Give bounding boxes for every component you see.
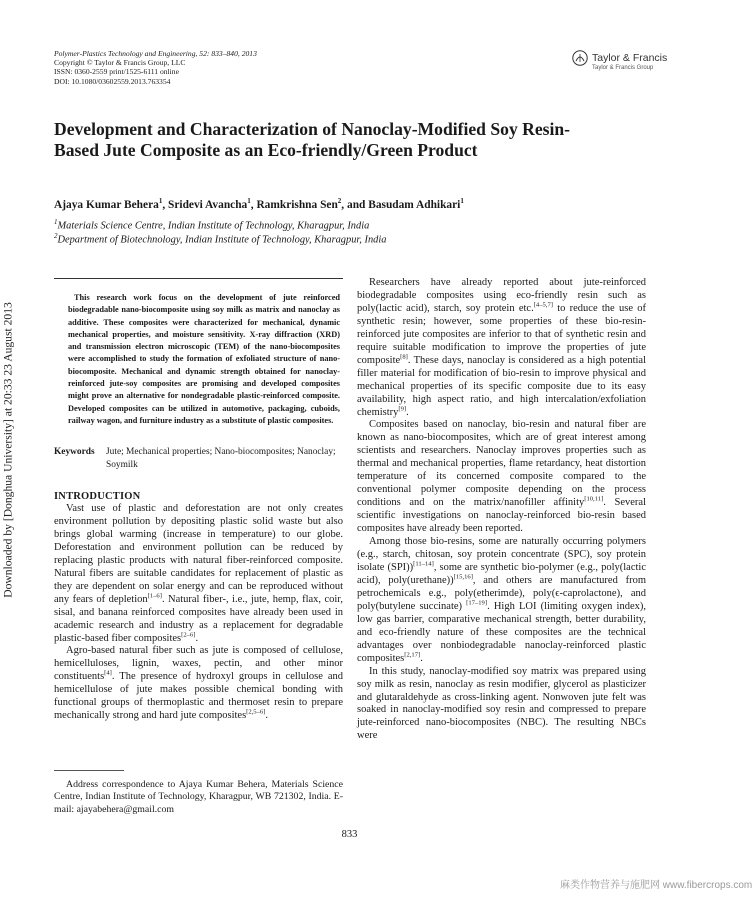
left-column-body <box>54 503 343 723</box>
citation-ref: [2,5–6] <box>246 708 266 716</box>
affiliation-2-text: Department of Biotechnology, Indian Institute of Technology, Kharagpur, India <box>57 234 387 246</box>
author-affiliation-sup: 1 <box>158 197 163 205</box>
body-text: . Several scientific investigations on nanoclay-reinforced bio-resin based composites have already been reported. <box>357 497 646 535</box>
body-text: . <box>195 632 199 644</box>
body-text: Researchers have already reported about jute-reinforced biodegradable composites using eco-friendly resin such as poly(lactic acid), starch, soy protein etc. <box>357 277 646 314</box>
body-text: In this study, nanoclay-modified soy matrix was prepared using soy milk as resin, nanoclay as resin modifier, glycerol as plasticizer and glutaraldehyde as cross-linking agent. Nonwoven jute felt was soaked in nanoclay-modified soy resin and compressed to prepare jute-reinforced nano-biocomposites (NBC). The resulting NBCs were <box>357 665 646 742</box>
citation-ref: [8] <box>400 353 408 361</box>
footnote-rule <box>54 770 124 771</box>
journal-line-2: Copyright © Taylor & Francis Group, LLC <box>54 58 186 68</box>
affiliation-1 <box>54 218 369 231</box>
site-watermark: 麻类作物营养与施肥网 www.fibercrops.com <box>560 880 752 891</box>
article-title: Development and Characterization of Nanoclay-Modified Soy Resin-Based Jute Composite as an Eco-friendly/Green Product <box>54 119 571 160</box>
citation-ref: [15,16] <box>453 573 473 581</box>
citation-ref: [4] <box>104 669 112 677</box>
body-text: . These days, nanoclay is considered as a high potential filler material for modification of bio-resin to improve physical and mechanical properties of its specific composite due to its easy availability, high aspect ratio, and high intercalation/exfoliation chemistry <box>357 354 646 418</box>
abstract-top-rule <box>54 278 343 279</box>
left-column-paragraph <box>54 645 343 723</box>
publisher-tagline: Taylor & Francis Group <box>592 65 654 71</box>
right-column-paragraph <box>357 419 646 536</box>
body-text: . <box>265 710 269 722</box>
download-note: Downloaded by [Donghua University] at 20:33 23 August 2013 <box>1 302 15 598</box>
author-name: Ramkrishna Sen <box>256 198 338 211</box>
affiliation-2 <box>54 232 386 245</box>
body-text: Among those bio-resins, some are naturally occurring polymers (e.g., starch, chitosan, soy protein concentrate (SPC), soy protein isolate (SPI)) <box>357 536 646 573</box>
citation-ref: [11–14] <box>413 560 434 568</box>
journal-citation <box>54 49 257 86</box>
body-text: , some are synthetic bio-polymer (e.g., poly(lactic acid), poly(urethane)) <box>357 561 646 586</box>
author-affiliation-sup: 1 <box>460 197 464 205</box>
body-text: Agro-based natural fiber such as jute is composed of cellulose, hemicelluloses, lignin, waxes, pectin, and other minor constituents <box>54 645 343 683</box>
keywords-text: Jute; Mechanical properties; Nano-biocomposites; Nanoclay; Soymilk <box>106 447 336 470</box>
author-separator: , and <box>341 198 369 211</box>
left-column-paragraph <box>54 503 343 645</box>
body-text: , and others are manufactured from petrochemicals e.g., poly(etherimde), poly(ϵ-caprolactone), and poly(butylene succinate) <box>357 574 646 612</box>
page-number: 833 <box>341 829 358 840</box>
affiliation-1-sup: 1 <box>54 218 58 226</box>
body-text: . <box>420 652 423 664</box>
body-text: Composites based on nanoclay, bio-resin and natural fiber are known as nano-biocomposites, which are of great interest among scientists and researchers. Nanoclay improves properties such as thermal and mechanical properties, flame retardancy, heat distortion temperature of its concerned composite compared to the conventional polymer composite depending on the process conditions and on the matrix/nanofiller affinity <box>357 419 646 509</box>
correspondence-footnote: Address correspondence to Ajaya Kumar Behera, Materials Science Centre, Indian Institute of Technology, Kharagpur, WB 721302, India. E-mail: ajayabehera@gmail.com <box>54 779 343 815</box>
keywords-label: Keywords <box>54 447 95 457</box>
author-separator: , <box>250 198 257 211</box>
publisher-logo <box>572 50 692 71</box>
citation-ref: [9] <box>398 405 407 413</box>
citation-ref: [17–19] <box>466 599 488 607</box>
citation-ref: [4–5,7] <box>533 301 553 309</box>
author-affiliation-sup: 1 <box>247 197 251 205</box>
affiliation-2-sup: 2 <box>54 232 58 240</box>
citation-ref: [2–6] <box>181 631 196 639</box>
journal-line-3: ISSN: 0360-2559 print/1525-6111 online <box>54 67 179 77</box>
download-sidebar <box>0 290 16 610</box>
author-list <box>54 197 464 211</box>
citation-ref: [2,17] <box>404 651 421 659</box>
citation-ref: [1–6] <box>147 592 162 600</box>
author-name: Sridevi Avancha <box>168 198 248 211</box>
body-text: . <box>406 406 409 418</box>
body-text: . The presence of hydroxyl groups in cellulose and hemicellulose of jute makes possible chemical bonding with functional groups of thermoplastic and thermoset resin to prepare mechanically strong and hard jute composites <box>54 671 343 722</box>
journal-line-1: Polymer-Plastics Technology and Engineering, 52: 833–840, 2013 <box>54 49 257 58</box>
author-separator: , <box>162 198 169 211</box>
author-affiliation-sup: 2 <box>337 197 342 205</box>
citation-ref: [10,11] <box>584 495 604 503</box>
body-text: . High LOI (limiting oxygen index), low gas barrier, comparative mechanical strength, better durability, and eco-friendly nature of these composites are the technical advantages over nonbiodegradable nanoclay-reinforced plastic composites <box>357 600 646 664</box>
keywords <box>54 446 340 471</box>
journal-line-4: DOI: 10.1080/03602559.2013.763354 <box>54 76 171 86</box>
right-column-paragraph <box>357 536 646 666</box>
body-text: Vast use of plastic and deforestation are not only creates environment pollution by depositing plastic solid waste but also brings global warming (increase in temperature) to our globe. Deforestation and environment pollution can be reduced by replacing plastic products with natural fiber-reinforced composite. Natural fibers are suitable candidates for replacement of plastic as they are dependent on solar energy and can be reproduced without any fears of depletion <box>54 503 343 605</box>
right-column-paragraph <box>357 277 646 419</box>
body-text: to reduce the use of synthetic resin; however, some properties of these bio-resin-reinforced jute composites are inferior to that of synthetic resin and require suitable modification to improve the properties of jute composite <box>357 302 646 366</box>
body-text: . Natural fiber-, i.e., jute, hemp, flax, coir, sisal, and banana reinforced composites have already been used in academic research and industry as a replacement for degradable plastic-based fiber composites <box>54 593 343 644</box>
right-column-paragraph <box>357 666 646 744</box>
taylor-francis-logo-icon <box>572 50 588 66</box>
author-name: Ajaya Kumar Behera <box>54 198 159 211</box>
right-column-body <box>357 277 646 743</box>
affiliation-1-text: Materials Science Centre, Indian Institute of Technology, Kharagpur, India <box>57 220 370 232</box>
author-name: Basudam Adhikari <box>368 198 461 211</box>
abstract: This research work focus on the development of jute reinforced biodegradable nano-biocomposite using soy milk as matrix and nanoclay as additive. These composites were characterized for mechanical, dynamic mechanical properties, and moisture sensitivity. X-ray diffraction (XRD) and transmission electron microscopic (TEM) of the nano-biocomposites were accomplished to study the formation of exfoliated structure of nano-biocomposite. Mechanical and dynamic strength obtained for nanoclay-reinforced jute-soy composites are promising and developed composites might prove an alternative for nondegradable plastic-reinforced composite. Developed composites can be utilized in automotive, packaging, cuboids, railway wagon, and furniture industry as a substitute of plastic composites. <box>68 293 340 425</box>
publisher-name: Taylor & Francis <box>592 52 668 64</box>
introduction-heading: INTRODUCTION <box>54 491 141 502</box>
